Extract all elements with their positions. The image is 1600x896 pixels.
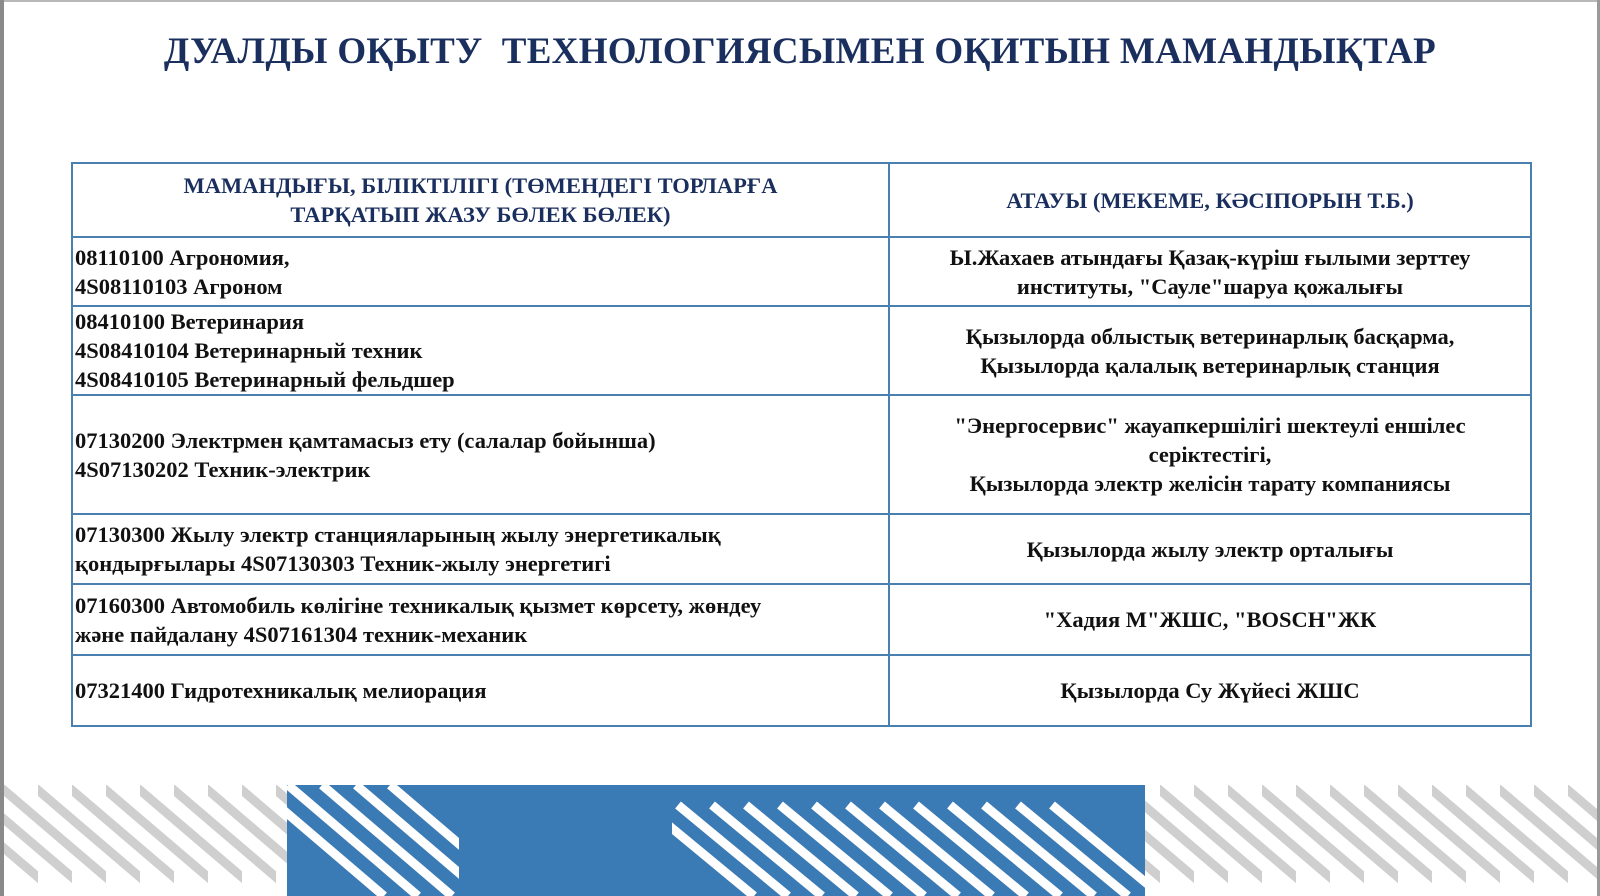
gray-stripes-left bbox=[4, 785, 287, 896]
header-organization-line: АТАУЫ (МЕКЕМЕ, КӘСІПОРЫН Т.Б.) bbox=[1006, 187, 1414, 213]
cell-organization bbox=[889, 395, 1531, 514]
header-specialty-line: МАМАНДЫҒЫ, БІЛІКТІЛІГІ (ТӨМЕНДЕГІ ТОРЛАРҒА bbox=[183, 173, 778, 198]
slide-left-edge bbox=[0, 0, 4, 896]
specialty-line: 4S08410104 Ветеринарный техник bbox=[75, 338, 423, 363]
table-row bbox=[72, 237, 1531, 306]
cell-organization bbox=[889, 584, 1531, 655]
organization-line: "Хадия М"ЖШС, "BOSCH"ЖК bbox=[1043, 607, 1377, 632]
organization-line: Қызылорда жылу электр орталығы bbox=[1026, 536, 1394, 562]
specialty-line: 4S07130202 Техник-электрик bbox=[75, 456, 371, 482]
organization-line: Қызылорда Су Жүйесі ЖШС bbox=[1060, 678, 1360, 703]
specialty-line: 08110100 Агрономия, bbox=[75, 244, 290, 270]
specialty-line: 07130200 Электрмен қамтамасыз ету (салалар бойынша) bbox=[75, 427, 656, 453]
specialty-line: 4S08110103 Агроном bbox=[75, 273, 283, 299]
specialties-table bbox=[71, 162, 1532, 727]
organization-line: Ы.Жахаев атындағы Қазақ-күріш ғылыми зерттеу bbox=[949, 244, 1471, 270]
organization-line: Қызылорда қалалық ветеринарлық станция bbox=[980, 352, 1440, 378]
organization-line: Қызылорда облыстық ветеринарлық басқарма, bbox=[965, 323, 1455, 349]
organization-line: Қызылорда электр желісін тарату компаниясы bbox=[969, 471, 1451, 496]
cell-organization bbox=[889, 306, 1531, 395]
header-specialty-line: ТАРҚАТЫП ЖАЗУ БӨЛЕК БӨЛЕК) bbox=[290, 202, 671, 227]
specialty-line: және пайдалану 4S07161304 техник-механик bbox=[75, 621, 528, 647]
table-row bbox=[72, 395, 1531, 514]
cell-specialty bbox=[72, 655, 889, 726]
specialty-line: 07321400 Гидротехникалық мелиорация bbox=[75, 678, 487, 703]
specialty-line: 08410100 Ветеринария bbox=[75, 309, 304, 334]
cell-specialty bbox=[72, 306, 889, 395]
table-row bbox=[72, 655, 1531, 726]
gray-stripes-right bbox=[1145, 785, 1597, 896]
organization-line: "Энергосервис" жауапкершілігі шектеулі еншілес bbox=[954, 413, 1466, 438]
header-specialty bbox=[72, 163, 889, 237]
organization-line: институты, "Сауле"шаруа қожалығы bbox=[1016, 273, 1404, 299]
specialty-line: 07130300 Жылу электр станцияларының жылу энергетикалық bbox=[75, 522, 721, 547]
cell-organization bbox=[889, 514, 1531, 584]
cell-organization bbox=[889, 237, 1531, 306]
specialty-line: 4S08410105 Ветеринарный фельдшер bbox=[75, 367, 455, 392]
slide-top-edge bbox=[0, 0, 1600, 2]
specialty-line: 07160300 Автомобиль көлігіне техникалық қызмет көрсету, жөндеу bbox=[75, 592, 762, 618]
specialty-line: қондырғылары 4S07130303 Техник-жылу энергетигі bbox=[75, 551, 611, 576]
decorative-stripe-banner bbox=[4, 785, 1597, 896]
table-row bbox=[72, 306, 1531, 395]
table-row bbox=[72, 514, 1531, 584]
cell-specialty bbox=[72, 584, 889, 655]
header-organization bbox=[889, 163, 1531, 237]
cell-specialty bbox=[72, 237, 889, 306]
cell-specialty bbox=[72, 395, 889, 514]
organization-line: серіктестігі, bbox=[1148, 442, 1272, 467]
table-header-row bbox=[72, 163, 1531, 237]
cell-specialty bbox=[72, 514, 889, 584]
table-row bbox=[72, 584, 1531, 655]
slide-title: ДУАЛДЫ ОҚЫТУ ТЕХНОЛОГИЯСЫМЕН ОҚИТЫН МАМАНДЫҚТАР bbox=[163, 31, 1437, 72]
cell-organization bbox=[889, 655, 1531, 726]
